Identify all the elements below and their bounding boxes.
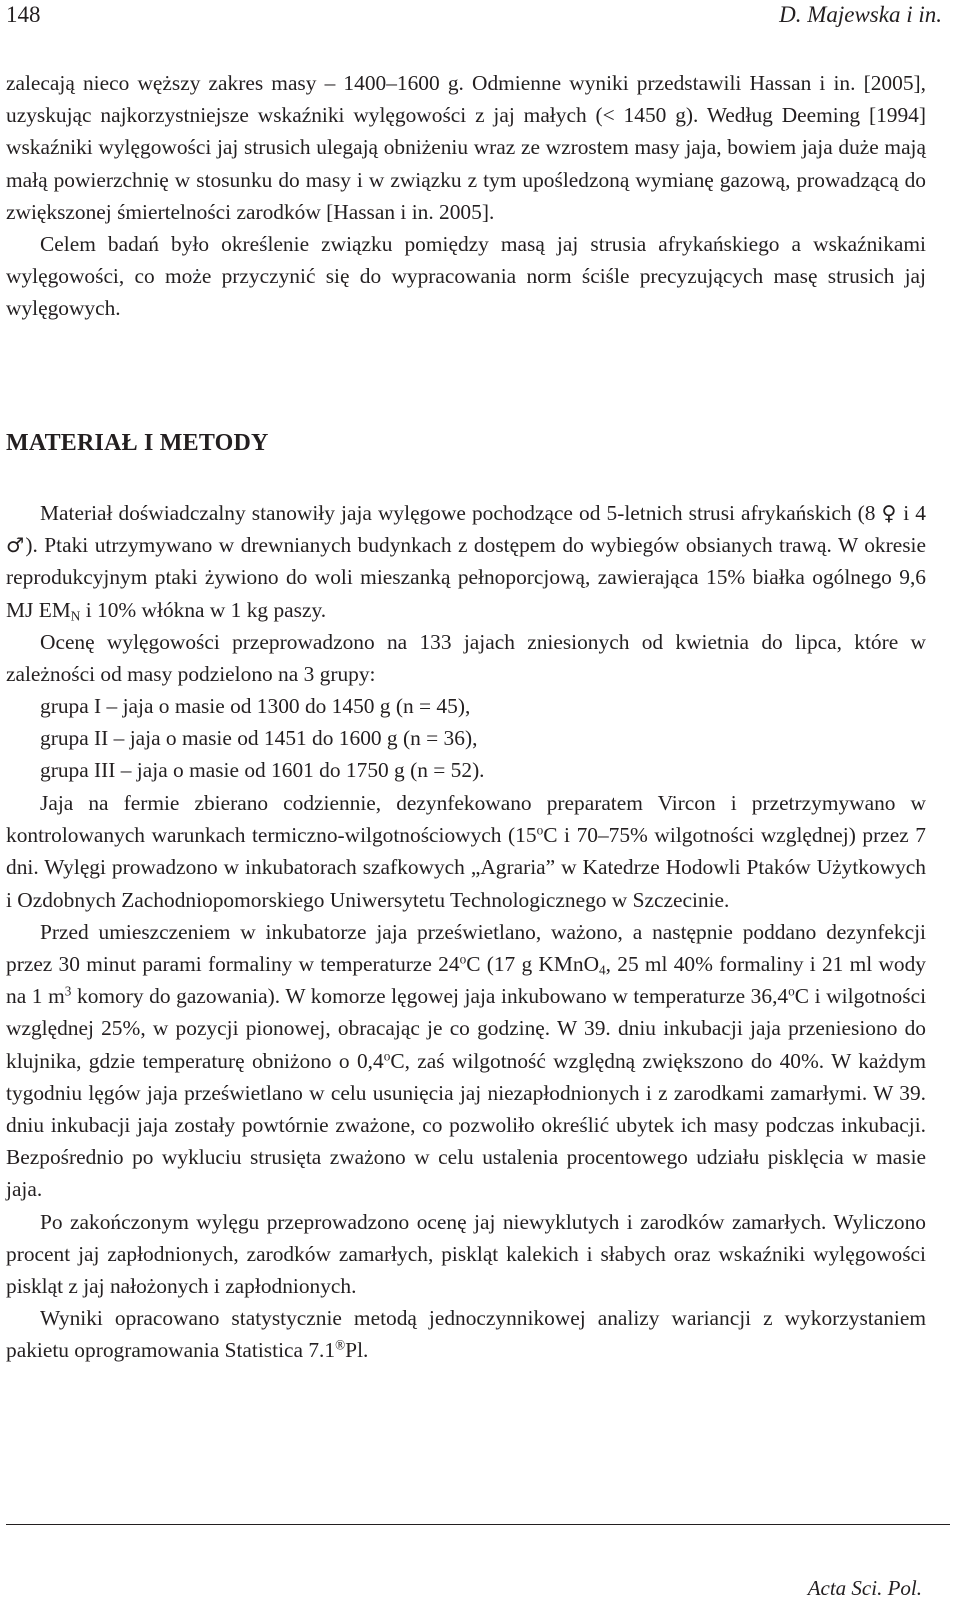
page-number: 148 xyxy=(6,2,41,27)
methods-paragraph-2: Ocenę wylęgowości przeprowadzono na 133 jajach zniesionych od kwietnia do lipca, które w zależności od masy podzielono na 3 grupy: xyxy=(6,629,926,687)
superscript: o xyxy=(536,822,544,838)
methods-paragraph-5: Po zakończonym wylęgu przeprowadzono ocenę jaj niewyklutych i zarodków zamarłych. Wyliczono procent jaj zapłodnionych, zarodków zamarłych, piskląt kalekich i słabych oraz wskaźniki wylęgowości piskląt z jaj nałożonych i zapłodnionych. xyxy=(6,1209,926,1299)
section-heading: MATERIAŁ I METODY xyxy=(6,430,269,456)
intro-paragraph-1: zalecają nieco węższy zakres masy – 1400–1600 g. Odmienne wyniki przedstawili Hassan i in. [2005], uzyskując najkorzystniejsze wskaźniki wylęgowości z jaj małych (< 1450 g). Według Deeming [1994] wskaźniki wylęgowości jaj strusich ulegają obniżeniu wraz ze wzrostem masy jaja, bowiem jaja duże mają małą powierzchnię w stosunku do masy i w związku z tym upośledzoną wymianę gazową, prowadzącą do zwiększonej śmiertelności zarodków [Hassan i in. 2005]. xyxy=(6,71,926,224)
text-run: Materiał doświadczalny stanowiły jaja wylęgowe pochodzące od 5-letnich strusi afrykańskich (8 xyxy=(40,501,882,525)
text-run: Przed umieszczeniem w inkubatorze jaja prześwietlano, ważono, a następnie poddano dezynfekcji przez 30 minut parami formaliny w temperaturze 24 xyxy=(6,919,926,977)
text-run: C, zaś wilgotność względną zwiększono do 40%. W każdym tygodniu lęgów jaja prześwietlano w celu usunięcia jaj niezapłodnionych i z zarodkami zamarłymi. W 39. dniu inkubacji jaja zostały powtórnie zważone, co pozwoliło określić ubytek ich masy podczas inkubacji. Bezpośrednio po wykluciu strusięta zważono w celu ustalenia procentowego udziału pisklęcia w masie jaja. xyxy=(6,1048,926,1202)
methods-paragraph-6 xyxy=(6,1302,926,1366)
text-run: C i 70–75% wilgotności względnej) przez 7 dni. Wylęgi prowadzono w inkubatorach szafkowych „Agraria” w Katedrze Hodowli Ptaków Użytkowych i Ozdobnych Zachodniopomorskiego Uniwersytetu Technologicznego w Szczecinie. xyxy=(6,823,927,912)
text-run: C i wilgotności względnej 25%, w pozycji pionowej, obracając je co godzinę. W 39. dniu inkubacji jaja przeniesiono do klujnika, gdzie temperaturę obniżono o 0,4 xyxy=(6,984,927,1073)
superscript: o xyxy=(459,951,467,967)
footer-divider xyxy=(6,1524,950,1525)
text-run: komory do gazowania). W komorze lęgowej jaja inkubowano w temperaturze 36,4 xyxy=(71,984,789,1009)
text-run: ). Ptaki utrzymywano w drewnianych budynkach z dostępem do wybiegów obsianych trawą. W okresie reprodukcyjnym ptaki żywiono do woli mieszanką pełnoporcjową, zawierająca 15% białka ogólnego 9,6 MJ EM xyxy=(6,533,926,622)
methods-paragraph-1 xyxy=(6,497,926,626)
text-run: Jaja na fermie zbierano codziennie, dezynfekowano preparatem Vircon i przetrzymywano w kontrolowanych warunkach termiczno-wilgotnościowych (15 xyxy=(6,791,926,848)
running-head: D. Majewska i in. xyxy=(779,2,942,27)
page-header xyxy=(6,0,942,30)
text-run: Wyniki opracowano statystycznie metodą jednoczynnikowej analizy wariancji z wykorzystaniem pakietu oprogramowania Statistica 7.1 xyxy=(6,1306,926,1363)
text-run: Pl. xyxy=(345,1338,369,1363)
text-run: i 4 xyxy=(897,501,927,525)
methods-block-2 xyxy=(6,787,926,1367)
male-symbol-icon: ♂ xyxy=(6,533,26,558)
text-run: i 10% włókna w 1 kg paszy. xyxy=(80,597,327,622)
intro-paragraph-2: Celem badań było określenie związku pomiędzy masą jaj strusia afrykańskiego a wskaźnikami wylęgowości, co może przyczynić się do wypracowania norm ściśle precyzujących masę strusich jaj wylęgowych. xyxy=(6,232,926,321)
subscript: 4 xyxy=(599,962,606,978)
methods-paragraph-3 xyxy=(6,787,926,916)
group-item: grupa III – jaja o masie od 1601 do 1750 g (n = 52). xyxy=(40,758,485,783)
group-list xyxy=(40,690,920,787)
superscript: o xyxy=(383,1048,391,1064)
methods-paragraph-4 xyxy=(6,916,926,1206)
superscript: 3 xyxy=(64,983,72,999)
text-run: , 25 ml 40% formaliny i 21 ml wody na 1 m xyxy=(6,952,926,1009)
intro-section xyxy=(6,67,926,325)
text-run: C (17 g KMnO xyxy=(466,952,600,977)
subscript: N xyxy=(70,608,81,624)
female-symbol-icon: ♀ xyxy=(881,501,898,525)
methods-block-1 xyxy=(6,497,926,690)
group-item: grupa I – jaja o masie od 1300 do 1450 g (n = 45), xyxy=(40,694,471,718)
footer-journal: Acta Sci. Pol. xyxy=(807,1576,922,1600)
superscript: o xyxy=(788,983,795,999)
registered-mark: ® xyxy=(335,1338,346,1354)
group-item: grupa II – jaja o masie od 1451 do 1600 g (n = 36), xyxy=(40,726,478,751)
